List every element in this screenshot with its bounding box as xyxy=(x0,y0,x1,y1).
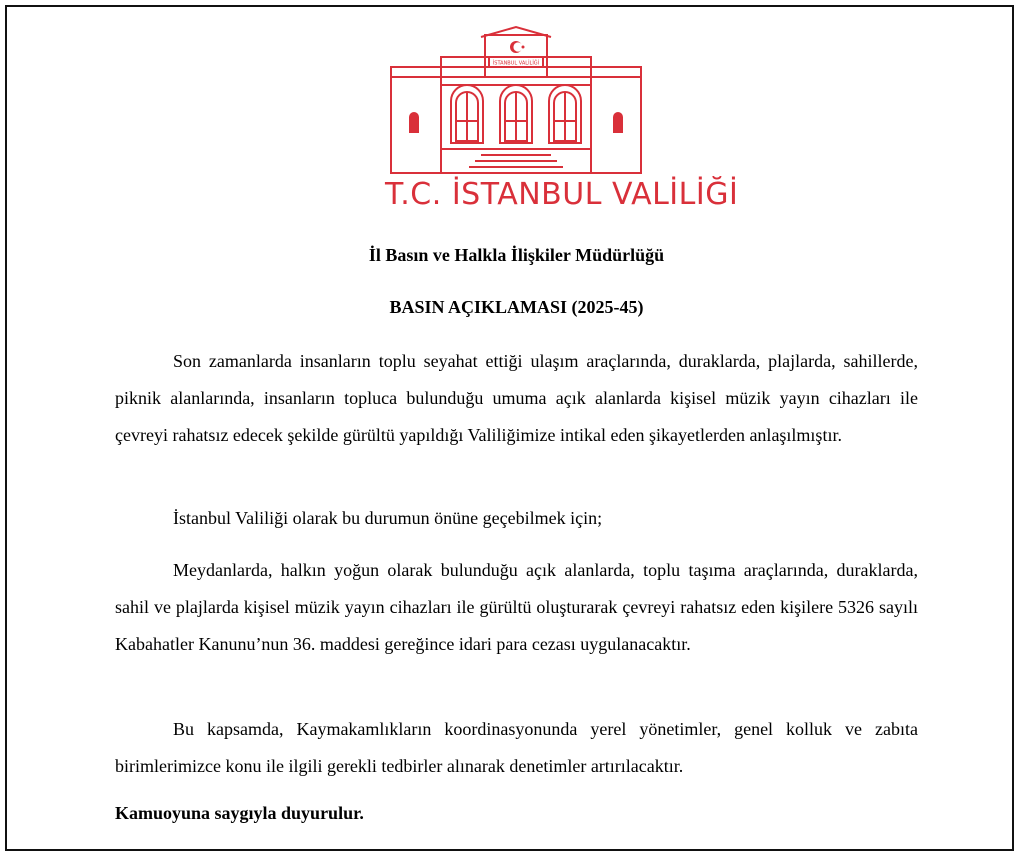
paragraph-2: İstanbul Valiliği olarak bu durumun önüne geçebilmek için; xyxy=(173,508,603,528)
paragraph-3: Meydanlarda, halkın yoğun olarak bulunduğu açık alanlarda, toplu taşıma araçlarında, duraklarda, sahil ve plajlarda kişisel müzik yayın cihazları ile gürültü oluşturarak çevreyi rahatsız eden kişilere 5326 sayılı Kabahatler Kanunu’nun 36. maddesi gereğince idari para cezası uygulanacaktır. xyxy=(115,560,918,654)
document-frame xyxy=(5,5,1014,851)
plaque-text: İSTANBUL VALİLİĞİ xyxy=(492,60,540,67)
governorship-logo xyxy=(385,25,739,215)
logo-title: T.C. İSTANBUL VALİLİĞİ xyxy=(385,177,739,212)
office-heading: İl Basın ve Halkla İlişkiler Müdürlüğü xyxy=(368,245,665,265)
closing-line: Kamuoyuna saygıyla duyurulur. xyxy=(115,803,364,823)
paragraph-1: Son zamanlarda insanların toplu seyahat ettiği ulaşım araçlarında, duraklarda, plajlarda, sahillerde, piknik alanlarında, insanların topluca bulunduğu umuma açık alanlarda kişisel müzik yayın cihazları ile çevreyi rahatsız edecek şekilde gürültü yapıldığı Valiliğimize intikal eden şikayetlerden anlaşılmıştır. xyxy=(115,351,918,445)
paragraph-4: Bu kapsamda, Kaymakamlıkların koordinasyonunda yerel yönetimler, genel kolluk ve zabıta birimlerimizce konu ile ilgili gerekli tedbirler alınarak denetimler artırılacaktır. xyxy=(115,719,918,776)
press-release-title: BASIN AÇIKLAMASI (2025-45) xyxy=(389,297,644,317)
building-icon xyxy=(385,25,647,175)
